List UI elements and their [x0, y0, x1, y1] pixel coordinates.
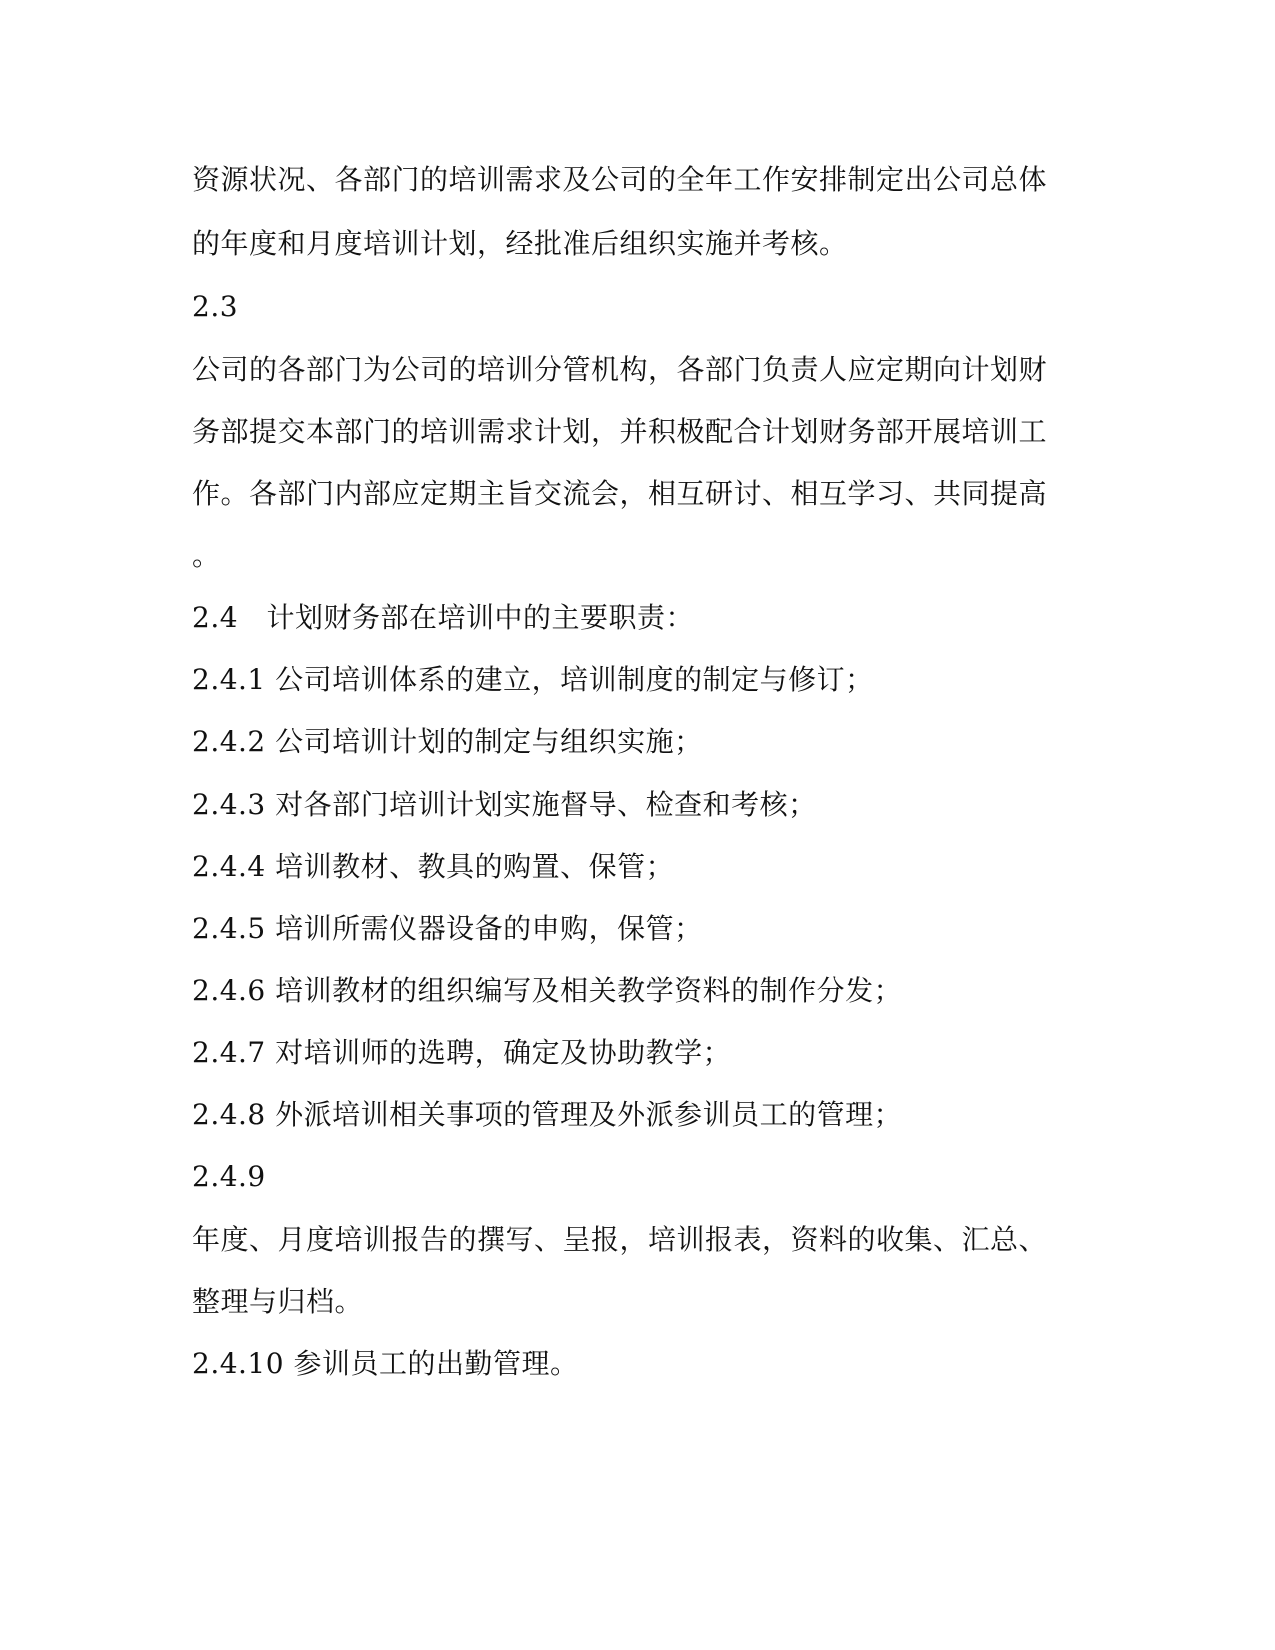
text-line-2: 的年度和月度培训计划，经批准后组织实施并考核。 — [192, 227, 848, 260]
list-item-2-4-9-number: 2.4.9 — [192, 1160, 266, 1193]
text-line-4: 公司的各部门为公司的培训分管机构，各部门负责人应定期向计划财 — [192, 353, 1048, 386]
text-line-7: 。 — [192, 539, 221, 572]
section-heading-2-4: 2.4 计划财务部在培训中的主要职责： — [192, 601, 695, 634]
text-line-1: 资源状况、各部门的培训需求及公司的全年工作安排制定出公司总体 — [192, 163, 1048, 196]
list-item-2-4-4: 2.4.4 培训教材、教具的购置、保管； — [192, 850, 675, 883]
list-item-2-4-2: 2.4.2 公司培训计划的制定与组织实施； — [192, 725, 703, 758]
text-line-18: 年度、月度培训报告的撰写、呈报，培训报表，资料的收集、汇总、 — [192, 1223, 1048, 1256]
list-item-2-4-6: 2.4.6 培训教材的组织编写及相关教学资料的制作分发； — [192, 974, 903, 1007]
list-item-2-4-5: 2.4.5 培训所需仪器设备的申购，保管； — [192, 912, 703, 945]
text-line-5: 务部提交本部门的培训需求计划，并积极配合计划财务部开展培训工 — [192, 415, 1048, 448]
text-line-19: 整理与归档。 — [192, 1285, 364, 1318]
list-item-2-4-10: 2.4.10 参训员工的出勤管理。 — [192, 1347, 579, 1380]
list-item-2-4-8: 2.4.8 外派培训相关事项的管理及外派参训员工的管理； — [192, 1098, 903, 1131]
list-item-2-4-1: 2.4.1 公司培训体系的建立，培训制度的制定与修订； — [192, 663, 874, 696]
list-item-2-4-7: 2.4.7 对培训师的选聘，确定及协助教学； — [192, 1036, 732, 1069]
section-number-2-3: 2.3 — [192, 290, 239, 323]
list-item-2-4-3: 2.4.3 对各部门培训计划实施督导、检查和考核； — [192, 788, 817, 821]
text-line-6: 作。各部门内部应定期主旨交流会，相互研讨、相互学习、共同提高 — [192, 477, 1048, 510]
